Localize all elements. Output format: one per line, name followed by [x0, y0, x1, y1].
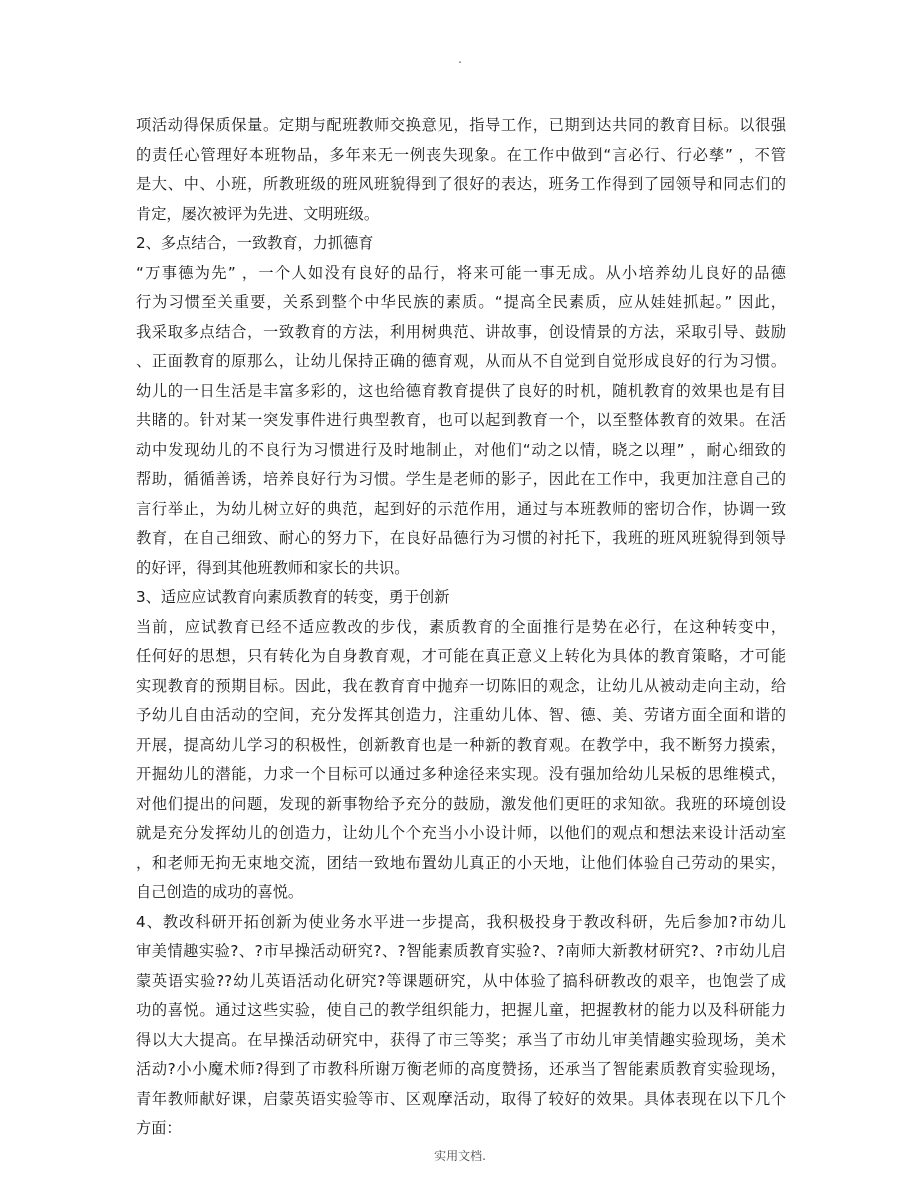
- text-line: 教育，在自己细致、耐心的努力下，在良好品德行为习惯的衬托下，我班的班风班貌得到领导: [136, 529, 786, 547]
- text-line: 蒙英语实验??幼儿英语活动化研究?等课题研究，从中体验了搞科研教改的艰辛，也饱尝了成: [136, 971, 786, 990]
- text-line: 予幼儿自由活动的空间，充分发挥其创造力，注重幼儿体、智、德、美、劳诸方面全面和谐的: [136, 706, 786, 724]
- text-line: 方面：: [136, 1119, 182, 1137]
- text-line: 项活动得保质保量。定期与配班教师交换意见，指导工作，已期到达共同的教育目标。以很强: [136, 116, 786, 134]
- section-heading: 3、适应应试教育向素质教育的转变，勇于创新: [136, 588, 450, 606]
- text-line: 、正面教育的原那么，让幼儿保持正确的德育观，从而从不自觉到自觉形成良好的行为习惯。: [136, 352, 786, 370]
- text-line: 青年教师献好课，启蒙英语实验等市、区观摩活动，取得了较好的效果。具体表现在以下几个: [136, 1089, 786, 1108]
- text-line: 帮助，循循善诱，培养良好行为习惯。学生是老师的影子，因此在工作中，我更加注意自己的: [136, 470, 786, 488]
- text-line: ，和老师无拘无束地交流，团结一致地布置幼儿真正的小天地，让他们体验自己劳动的果实，: [136, 853, 786, 872]
- text-line: 我采取多点结合，一致教育的方法，利用树典范、讲故事，创设情景的方法，采取引导、鼓励: [136, 322, 786, 341]
- text-line: 当前，应试教育已经不适应教改的步伐，素质教育的全面推行是势在必行，在这种转变中，: [136, 617, 786, 636]
- text-line: 的责任心管理好本班物品，多年来无一例丧失现象。在工作中做到“言必行、行必孳” ，不管: [136, 145, 786, 164]
- text-line: 肯定，屡次被评为先进、文明班级。: [136, 204, 379, 223]
- text-line: 自己创造的成功的喜悦。: [136, 883, 304, 901]
- text-line: 言行举止，为幼儿树立好的典范，起到好的示范作用，通过与本班教师的密切合作，协调一致: [136, 499, 786, 518]
- text-line: 对他们提出的问题，发现的新事物给予充分的鼓励，激发他们更旺的求知欲。我班的环境创设: [136, 794, 786, 813]
- text-line: 行为习惯至关重要，关系到整个中华民族的素质。“提高全民素质，应从娃娃抓起。” 因此，: [136, 293, 786, 311]
- text-line: 得以大大提高。在早操活动研究中，获得了市三等奖；承当了市幼儿审美情趣实验现场，美术: [136, 1030, 786, 1049]
- text-line: 动中发现幼儿的不良行为习惯进行及时地制止，对他们“动之以情，晓之以理” ，耐心细致的: [136, 440, 786, 459]
- section-heading: 2、多点结合，一致教育，力抓德育: [136, 234, 374, 252]
- section-heading: 4、教改科研开拓创新为使业务水平进一步提高，我积极投身于教改科研，先后参加?市幼儿: [136, 912, 786, 931]
- text-line: 实现教育的预期目标。因此，我在教育育中抛弃一切陈旧的观念，让幼儿从被动走向主动，给: [136, 676, 786, 695]
- text-line: 功的喜悦。通过这些实验，使自己的教学组织能力，把握儿童，把握教材的能力以及科研能力: [136, 1001, 786, 1019]
- text-line: 的好评，得到其他班教师和家长的共识。: [136, 558, 410, 577]
- text-line: 是大、中、小班，所教班级的班风班貌得到了很好的表达，班务工作得到了园领导和同志们的: [136, 175, 786, 193]
- page-footer: 实用文档.: [434, 1149, 486, 1163]
- text-line: 开展，提高幼儿学习的积极性，创新教育也是一种新的教育观。在教学中，我不断努力摸索，: [136, 735, 786, 754]
- text-line: 开掘幼儿的潜能，力求一个目标可以通过多种途径来实现。没有强加给幼儿呆板的思维模式，: [136, 765, 786, 783]
- text-line: 活动?小小魔术师?得到了市教科所谢万衡老师的高度赞扬，还承当了智能素质教育实验现场，: [136, 1060, 786, 1078]
- text-line: “万事德为先” ，一个人如没有良好的品行，将来可能一事无成。从小培养幼儿良好的品德: [136, 263, 786, 282]
- text-line: 幼儿的一日生活是丰富多彩的，这也给德育教育提供了良好的时机，随机教育的效果也是有目: [136, 381, 786, 400]
- document-body: [136, 111, 786, 1144]
- text-line: 就是充分发挥幼儿的创造力，让幼儿个个充当小小设计师，以他们的观点和想法来设计活动室: [136, 824, 786, 842]
- text-line: 任何好的思想，只有转化为自身教育观，才可能在真正意义上转化为具体的教育策略，才可能: [136, 647, 786, 665]
- header-mark: .: [458, 52, 462, 66]
- text-line: 共睹的。针对某一突发事件进行典型教育，也可以起到教育一个，以至整体教育的效果。在活: [136, 411, 786, 429]
- text-line: 审美情趣实验?、?市早操活动研究?、?智能素质教育实验?、?南师大新教材研究?、?市幼儿启: [136, 942, 786, 960]
